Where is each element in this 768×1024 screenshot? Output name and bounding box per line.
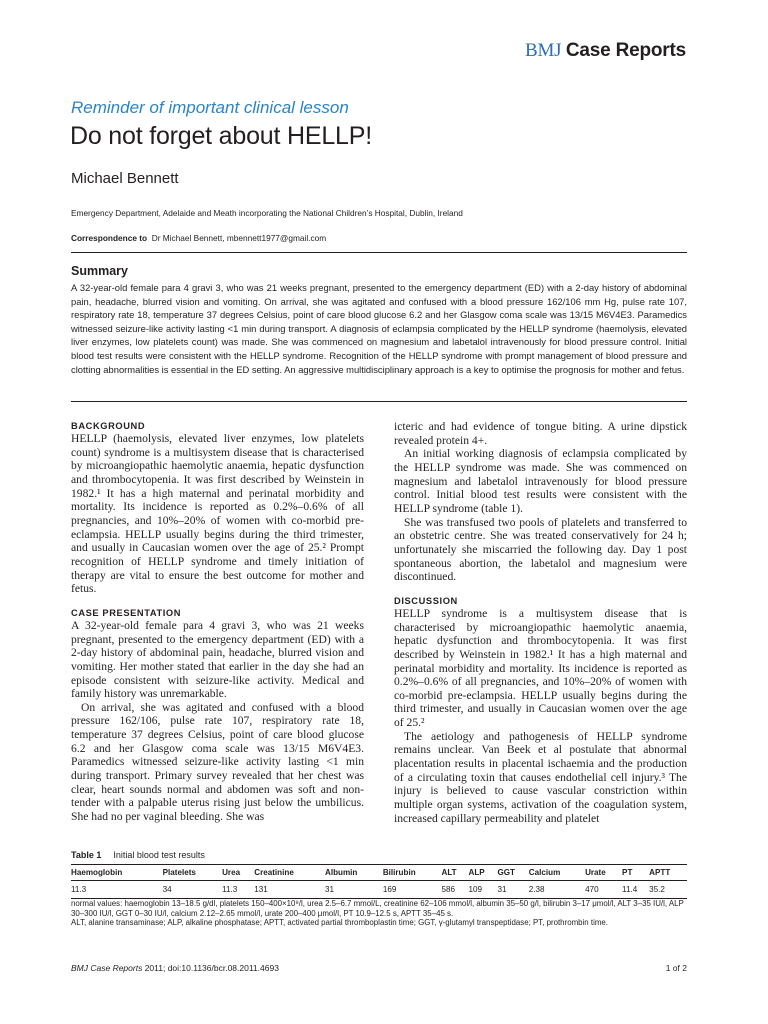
correspondence (71, 233, 326, 243)
table-cell: 34 (163, 881, 222, 899)
case-presentation-heading: CASE PRESENTATION (71, 607, 182, 618)
table-cell: 35.2 (649, 881, 687, 899)
table-header-cell: Urate (585, 865, 622, 881)
case-paragraph-5: She was transfused two pools of platelets and transferred to an obstetric centre. She was treated conservatively for 24 h; unfortunately she miscarried the following day. Day 1 post spontaneous abortion, the labetalol and magnesium were discontinued. (394, 515, 687, 584)
discussion-paragraph-1: HELLP syndrome is a multisystem disease that is characterised by microangiopathic haemolytic anaemia, hepatic dysfunction and thrombocytopenia. It was first described by Weinstein in 1982.¹ It has a high maternal and perinatal morbidity and mortality. Its incidence is reported as 0.2%–0.6% of all pregnancies, and 10%–20% of women with co-morbid pre-eclampsia. HELLP usually begins during the third trimester, and usually in Caucasian women over the age of 25.² (394, 606, 687, 730)
summary-rule (71, 401, 687, 402)
discussion-heading: DISCUSSION (394, 595, 458, 606)
table-footnotes (71, 899, 687, 928)
author-name: Michael Bennett (71, 170, 179, 187)
table-header-cell: Bilirubin (383, 865, 442, 881)
summary-text: A 32-year-old female para 4 gravi 3, who was 21 weeks pregnant, presented to the emergency department (ED) with a 2-day history of abdominal pain, headache, blurred vision and vomiting. On arrival, she was agitated and confused with a blood pressure 162/106 mm Hg, pulse rate 107, respiratory rate 18, temperature 37 degrees Celsius, point of care blood glucose 6.2 and her Glasgow coma scale was 13/15 M6V4E3. Paramedics witnessed seizure-like activity lasting <1 min during transport. A diagnosis of eclampsia complicated by the HELLP syndrome (haemolysis, elevated liver enzymes, low platelets count) was made. She was commenced on magnesium and labetalol intravenously for blood pressure control. Initial blood test results were consistent with the HELLP syndrome. Recognition of the HELLP syndrome with prompt management of blood pressure and clotting abnormalities is essential in the ED setting. An aggressive multidisciplinary approach is a key to optimise the prognosis for mother and fetus. (71, 282, 687, 375)
table-cell: 586 (441, 881, 468, 899)
blood-test-table (71, 864, 687, 899)
table-cell: 2.38 (529, 881, 585, 899)
case-paragraph-1: A 32-year-old female para 4 gravi 3, who was 21 weeks pregnant, presented to the emergency department (ED) with a 2-day history of abdominal pain, headache, blurred vision and vomiting. Her mother stated that earlier in the day she had an episode consistent with seizure-like activity. Medical and family history was unremarkable. (71, 618, 364, 701)
table-header-cell: ALP (469, 865, 498, 881)
table-label: Table 1 (71, 850, 102, 860)
summary-heading: Summary (71, 264, 128, 278)
table-cell: 11.4 (622, 881, 649, 899)
author-affiliation: Emergency Department, Adelaide and Meath incorporating the National Children’s Hospital, Dublin, Ireland (71, 208, 463, 218)
page-number: 1 of 2 (665, 963, 687, 973)
table-header-cell: Haemoglobin (71, 865, 163, 881)
table-cell: 31 (325, 881, 383, 899)
case-paragraph-4: An initial working diagnosis of eclampsia complicated by the HELLP syndrome was made. She was commenced on magnesium and labetalol intravenously for blood pressure control. Initial blood test results were consistent with the HELLP syndrome (table 1). (394, 447, 687, 515)
footer-citation (71, 963, 279, 973)
table-header-cell: ALT (441, 865, 468, 881)
table-normal-values: normal values: haemoglobin 13–18.5 g/dl, platelets 150–400×10⁹/l, urea 2.5–6.7 mmol/L, creatinine 62–106 mmol/l, albumin 35–50 g/l, bilirubin 3–17 μmol/l, ALT 3–35 IU/l, ALP 30–300 IU/l, GGT 0–30 IU/l, calcium 2.12–2.65 mmol/l, urate 200–400 μmol/l, PT 10.9–12.5 s, APTT 35–45 s. (71, 899, 684, 918)
background-heading: BACKGROUND (71, 421, 146, 431)
article-category: Reminder of important clinical lesson (71, 98, 349, 117)
table-cell: 109 (469, 881, 498, 899)
table-caption (71, 850, 205, 860)
table-header-cell: GGT (497, 865, 528, 881)
left-column (71, 420, 364, 824)
table-cell: 169 (383, 881, 442, 899)
journal-logo (525, 40, 686, 62)
table-header-cell: Albumin (325, 865, 383, 881)
header-rule (71, 252, 687, 253)
table-header-cell: Creatinine (254, 865, 325, 881)
table-header-cell: Urea (222, 865, 254, 881)
case-paragraph-3: icteric and had evidence of tongue biting. A urine dipstick revealed protein 4+. (394, 420, 687, 447)
table-header-row (71, 865, 687, 881)
table-abbreviations: ALT, alanine transaminase; ALP, alkaline phosphatase; APTT, activated partial thromboplastin time; GGT, γ-glutamyl transpeptidase; PT, prothrombin time. (71, 918, 608, 928)
table-header-cell: PT (622, 865, 649, 881)
table-cell: 470 (585, 881, 622, 899)
table-header-cell: Platelets (163, 865, 222, 881)
table-header-cell: Calcium (529, 865, 585, 881)
table-caption-text: Initial blood test results (113, 850, 205, 860)
correspondence-label: Correspondence to (71, 233, 148, 243)
discussion-paragraph-2: The aetiology and pathogenesis of HELLP syndrome remains unclear. Van Beek et al postulate that abnormal placentation results in placental ischaemia and the production of a circulating toxin that causes endothelial cell injury.³ The injury is believed to cause vascular constriction within multiple organ systems, activation of the coagulation system, increased capillary permeability and platelet (394, 729, 687, 825)
footer-doi: 2011; doi:10.1136/bcr.08.2011.4693 (142, 963, 279, 973)
case-paragraph-2: On arrival, she was agitated and confused with a blood pressure 162/106, pulse rate 107, respiratory rate 18, temperature 37 degrees Celsius, point of care blood glucose 6.2 and her Glasgow coma scale was 13/15 M6V4E3. Paramedics witnessed seizure-like activity lasting <1 min during transport. Primary survey revealed that her chest was clear, heart sounds normal and abdomen was soft and non-tender with a palpable uterus rising just below the umbilicus. She had no per vaginal bleeding. She was (71, 700, 364, 824)
footer-journal-name: BMJ Case Reports (71, 963, 143, 973)
table-cell: 131 (254, 881, 325, 899)
table-cell: 11.3 (71, 881, 163, 899)
right-column (394, 420, 687, 825)
article-title: Do not forget about HELLP! (70, 122, 372, 150)
brand-prefix: BMJ (524, 40, 562, 61)
table-header-cell: APTT (649, 865, 687, 881)
background-paragraph: HELLP (haemolysis, elevated liver enzymes, low platelets count) syndrome is a multisystem disease that is characterised by microangiopathic haemolytic anaemia, hepatic dysfunction and thrombocytopenia. It was first described by Weinstein in 1982.¹ It has a high maternal and perinatal morbidity and mortality. Its incidence is reported as 0.2%–0.6% of all pregnancies, and 10%–20% of women with co-morbid pre-eclampsia. HELLP usually begins during the third trimester, and usually in Caucasian women over the age of 25.² Prompt recognition of HELLP syndrome and timely initiation of therapy are vital to ensure the best outcome for mother and fetus. (71, 432, 364, 596)
brand-suffix: Case Reports (565, 40, 686, 61)
table-row (71, 881, 687, 899)
table-cell: 11.3 (222, 881, 254, 899)
table-cell: 31 (497, 881, 528, 899)
correspondence-value: Dr Michael Bennett, mbennett1977@gmail.com (151, 233, 327, 243)
